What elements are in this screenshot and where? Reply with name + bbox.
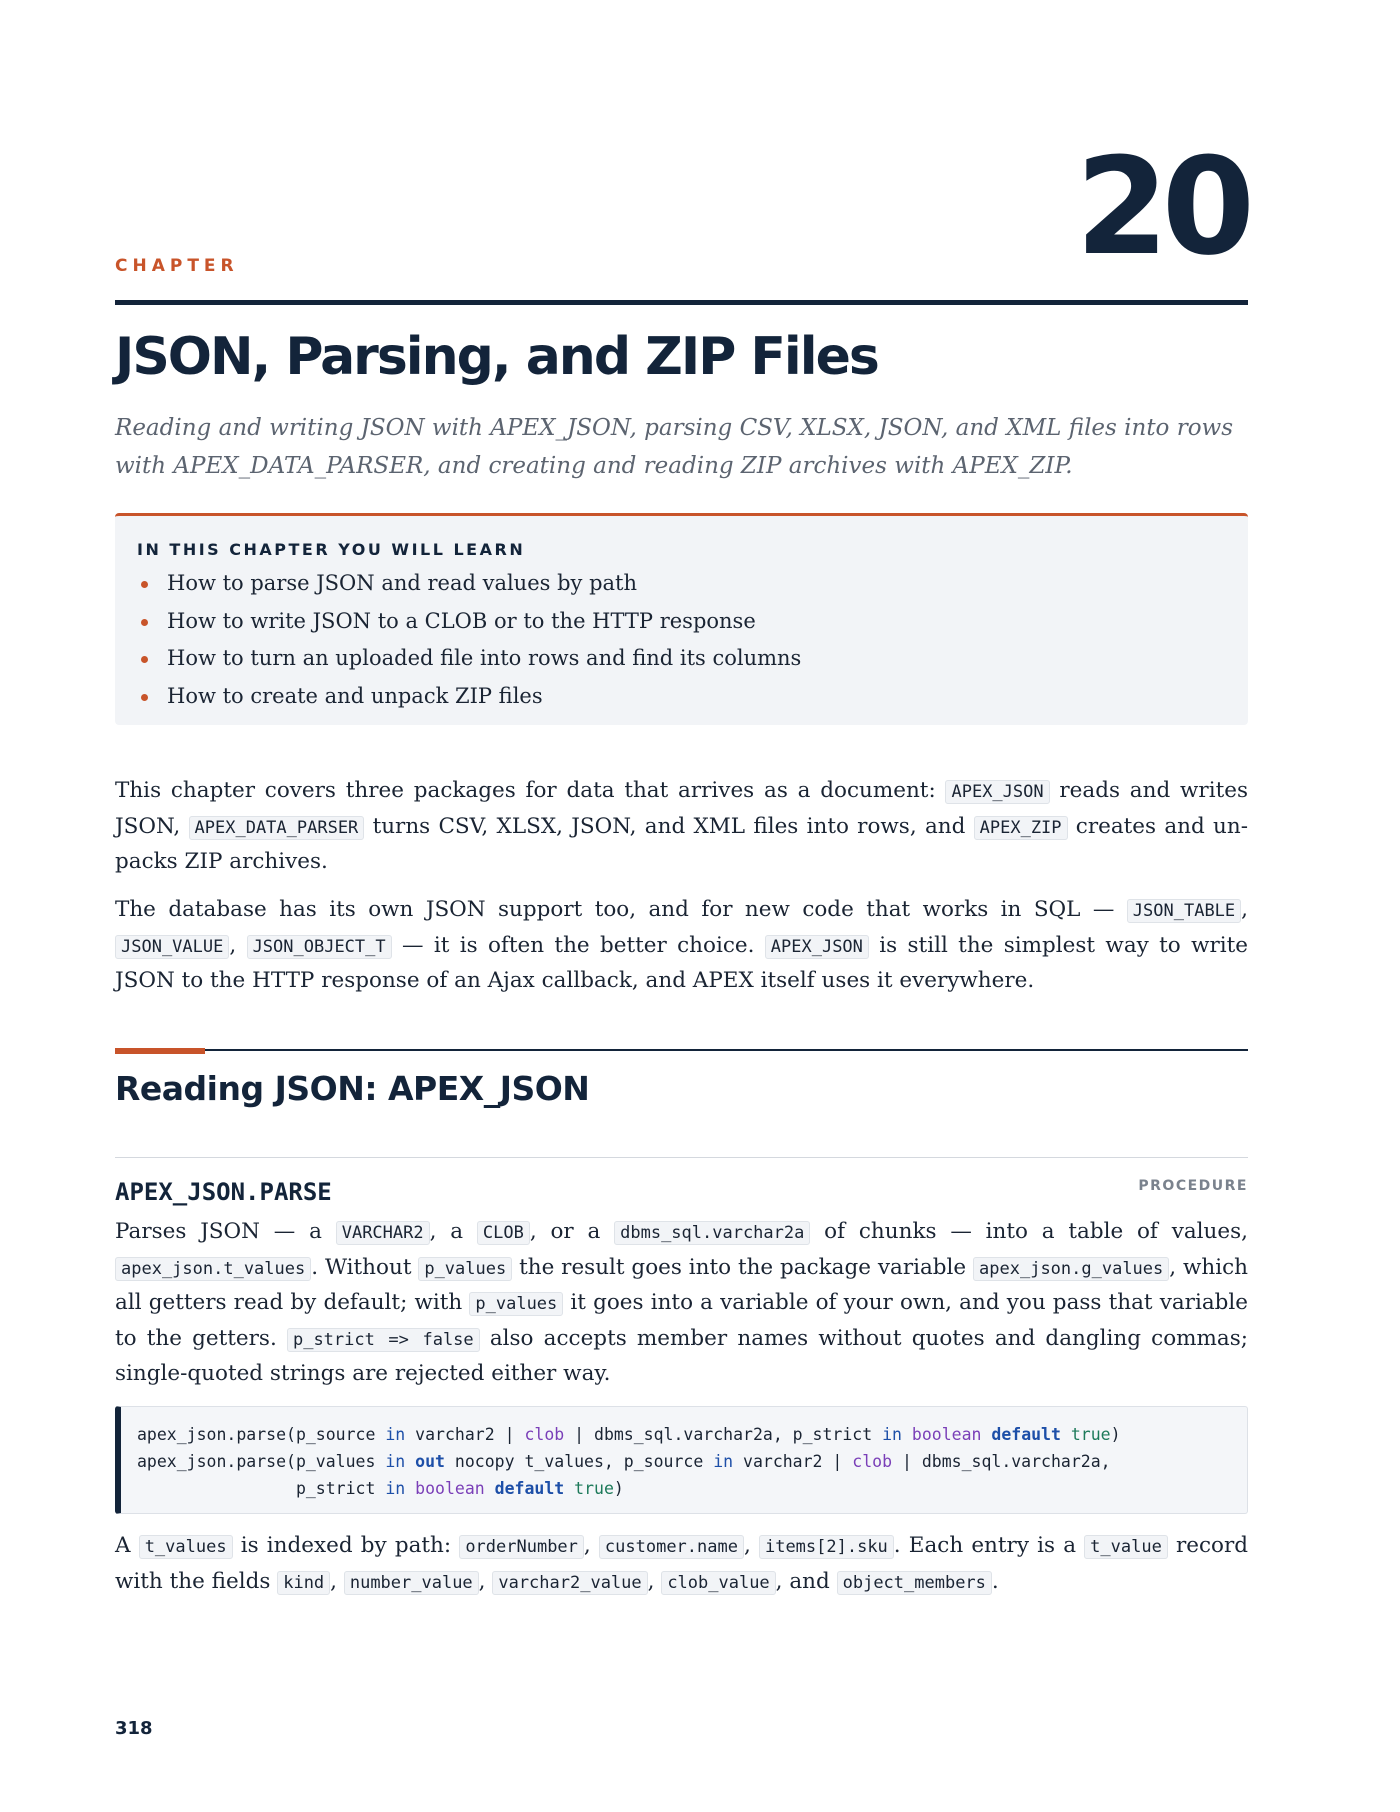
code-signature-block	[115, 1406, 1248, 1514]
code-line: apex_json.parse(p_values in out nocopy t_values, p_source in varchar2 | clob | dbms_sql.varchar2a,	[137, 1452, 1111, 1471]
learning-objective: How to turn an uploaded file into rows and find its columns	[137, 640, 1226, 678]
chapter-label: CHAPTER	[115, 256, 239, 276]
inline-code: APEX_DATA_PARSER	[189, 816, 365, 840]
chapter-rule	[115, 300, 1248, 305]
api-entry-kind-label: PROCEDURE	[1138, 1178, 1248, 1194]
inline-code: VARCHAR2	[336, 1221, 430, 1245]
inline-code: APEX_JSON	[765, 935, 869, 959]
section-title: Reading JSON: APEX_JSON	[115, 1069, 590, 1108]
inline-code: APEX_JSON	[945, 780, 1049, 804]
intro-paragraph-1: This chapter covers three packages for data that arrives as a document: APEX_JSON reads and writes JSON, APEX_DATA_PARSER turns CSV, XLSX, JSON, and XML files into rows, and APEX_ZIP creates and unpacks ZIP archives.	[115, 778, 1248, 874]
inline-code: p_strict => false	[287, 1328, 480, 1352]
inline-code: kind	[277, 1571, 330, 1595]
learning-objectives-box	[115, 513, 1248, 725]
api-entry-name: APEX_JSON.PARSE	[115, 1178, 332, 1206]
learning-objective: How to write JSON to a CLOB or to the HTTP response	[137, 603, 1226, 641]
section-rule-accent	[115, 1048, 205, 1054]
inline-code: JSON_OBJECT_T	[247, 935, 392, 959]
inline-code: orderNumber	[459, 1535, 584, 1559]
learning-objective: How to create and unpack ZIP files	[137, 678, 1226, 716]
inline-code: dbms_sql.varchar2a	[614, 1221, 810, 1245]
inline-code: APEX_ZIP	[974, 816, 1068, 840]
learning-objectives-heading: IN THIS CHAPTER YOU WILL LEARN	[137, 540, 526, 559]
code-line: p_strict in boolean default true)	[137, 1479, 624, 1498]
inline-code: customer.name	[599, 1535, 744, 1559]
learning-objectives-list	[137, 565, 1226, 715]
inline-code: apex_json.g_values	[973, 1257, 1169, 1281]
api-entry-description: Parses JSON — a VARCHAR2 , a CLOB , or a dbms_sql.varchar2a of chunks — into a table of values, apex_json.t_values . Without p_values the result goes into the package variable apex_json.g_values , which all getters read by default; with p_values it goes into a variable of your own, and you pass that variable to the getters. p_strict => false also accepts member names without quotes and dangling commas; single-quoted strings are rejected either way.	[115, 1219, 1249, 1386]
inline-code: JSON_VALUE	[115, 935, 229, 959]
inline-code: apex_json.t_values	[115, 1257, 311, 1281]
chapter-title: JSON, Parsing, and ZIP Files	[115, 327, 878, 387]
inline-code: varchar2_value	[492, 1571, 647, 1595]
inline-code: CLOB	[477, 1221, 530, 1245]
inline-code: t_values	[139, 1535, 233, 1559]
chapter-header	[115, 129, 1248, 305]
api-entry-notes: A t_values is indexed by path: orderNumber , customer.name , items[2].sku . Each entry is a t_value record with the fields kind , number_value , varchar2_value , clob_value , and object_members .	[115, 1533, 1249, 1594]
learning-objective: How to parse JSON and read values by path	[137, 565, 1226, 603]
page-number: 318	[115, 1718, 153, 1739]
inline-code: t_value	[1084, 1535, 1168, 1559]
inline-code: clob_value	[661, 1571, 775, 1595]
chapter-subtitle: Reading and writing JSON with APEX_JSON, parsing CSV, XLSX, JSON, and XML files into rows with APEX_DATA_PARSER, and creating and reading ZIP archives with APEX_ZIP.	[115, 415, 1234, 479]
code-line: apex_json.parse(p_source in varchar2 | clob | dbms_sql.varchar2a, p_strict in boolean default true)	[137, 1425, 1121, 1444]
inline-code: number_value	[344, 1571, 479, 1595]
chapter-number: 20	[1075, 129, 1248, 285]
intro-paragraph-2: The database has its own JSON support too, and for new code that works in SQL — JSON_TABLE , JSON_VALUE , JSON_OBJECT_T — it is often the better choice. APEX_JSON is still the simplest way to write JSON to the HTTP response of an Ajax callback, and APEX itself uses it everywhere.	[115, 897, 1249, 993]
inline-code: p_values	[418, 1257, 512, 1281]
entry-rule	[115, 1157, 1248, 1158]
inline-code: p_values	[469, 1292, 563, 1316]
section-rule	[115, 1049, 1248, 1051]
inline-code: JSON_TABLE	[1127, 899, 1241, 923]
inline-code: object_members	[837, 1571, 992, 1595]
inline-code: items[2].sku	[759, 1535, 894, 1559]
